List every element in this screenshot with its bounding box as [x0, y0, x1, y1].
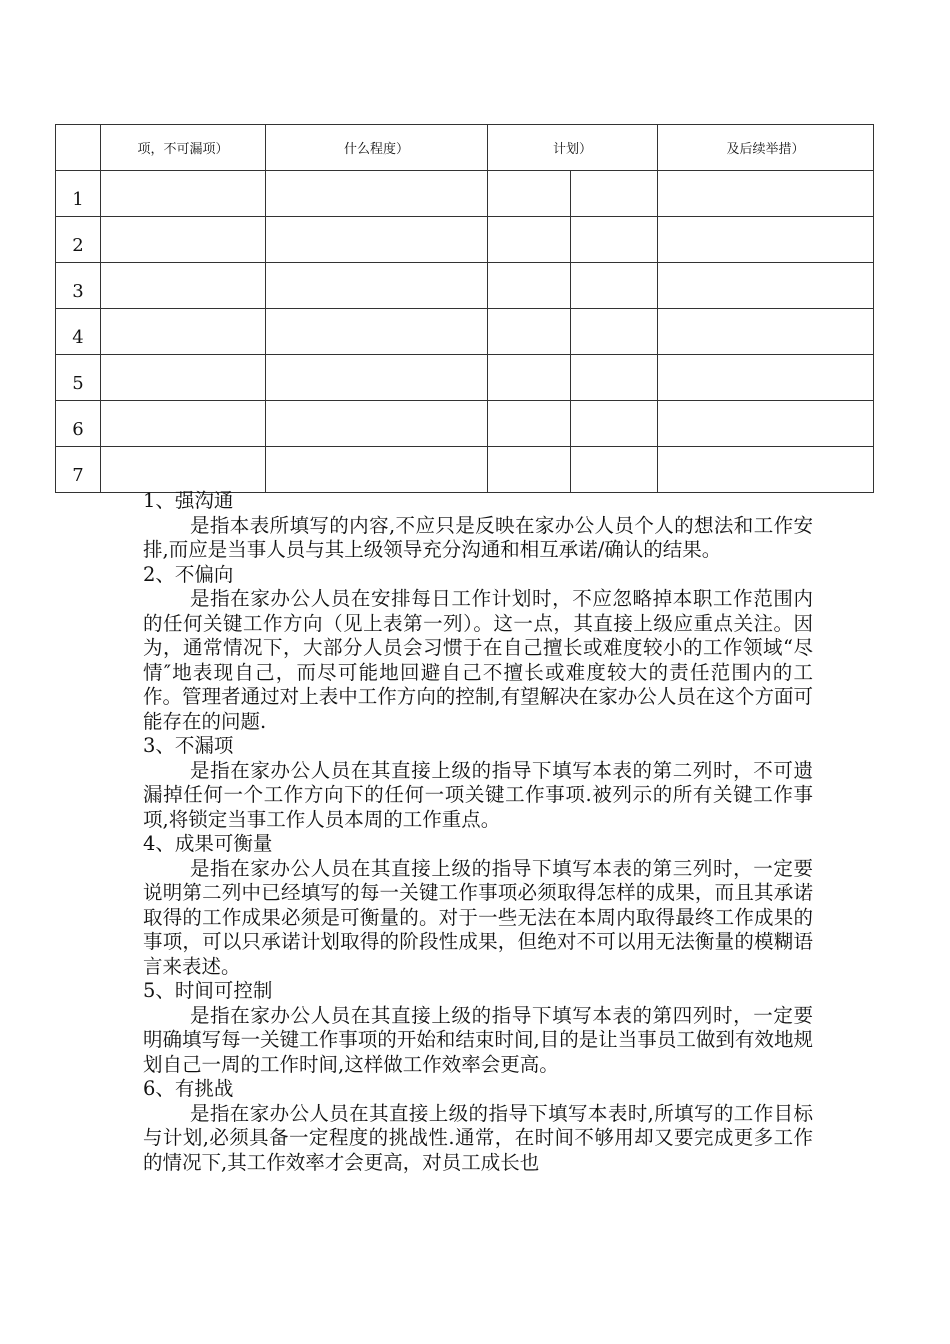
section-body: 是指在家办公人员在其直接上级的指导下填写本表的第四列时，一定要明确填写每一关键工作事项的开始和结束时间,目的是让当事员工做到有效地规划自己一周的工作时间,这样做工作效率会更高。	[143, 1003, 813, 1076]
section-heading: 5、时间可控制	[143, 979, 273, 1002]
work-plan-table	[55, 124, 874, 493]
table-cell[interactable]	[571, 217, 658, 263]
section-heading: 6、有挑战	[143, 1077, 234, 1100]
section-heading: 4、成果可衡量	[143, 832, 273, 855]
table-cell[interactable]	[266, 171, 488, 217]
table-row	[56, 217, 874, 263]
table-row	[56, 447, 874, 493]
table-cell[interactable]	[266, 263, 488, 309]
table-cell[interactable]	[488, 447, 571, 493]
table-cell[interactable]	[488, 355, 571, 401]
table-cell[interactable]	[658, 447, 874, 493]
section-body: 是指在家办公人员在其直接上级的指导下填写本表的第二列时，不可遗漏掉任何一个工作方向下的任何一项关键工作事项.被列示的所有关键工作事项,将锁定当事工作人员本周的工作重点。	[143, 758, 813, 831]
table-cell[interactable]	[101, 171, 266, 217]
section-heading: 3、不漏项	[143, 734, 234, 757]
table-cell[interactable]	[571, 171, 658, 217]
table-cell[interactable]	[658, 401, 874, 447]
table-cell[interactable]	[658, 309, 874, 355]
row-number: 3	[56, 263, 101, 309]
table-cell[interactable]	[658, 217, 874, 263]
table-row	[56, 355, 874, 401]
section-body: 是指在家办公人员在安排每日工作计划时，不应忽略掉本职工作范围内的任何关键工作方向（见上表第一列）。这一点，其直接上级应重点关注。因为，通常情况下，大部分人员会习惯于在自己擅长或难度较小的工作领域“尽情″地表现自己，而尽可能地回避自己不擅长或难度较大的责任范围内的工作。管理者通过对上表中工作方向的控制,有望解决在家办公人员在这个方面可能存在的问题.	[143, 587, 813, 733]
table-row	[56, 263, 874, 309]
table-cell[interactable]	[266, 447, 488, 493]
section-heading: 1、强沟通	[143, 489, 234, 512]
table-cell[interactable]	[658, 355, 874, 401]
row-number: 6	[56, 401, 101, 447]
table-cell[interactable]	[266, 355, 488, 401]
section-body: 是指本表所填写的内容,不应只是反映在家办公人员个人的想法和工作安排,而应是当事人员与其上级领导充分沟通和相互承诺/确认的结果。	[143, 513, 813, 561]
table-cell[interactable]	[101, 447, 266, 493]
header-cell-result-degree: 什么程度）	[266, 125, 488, 171]
table-cell[interactable]	[571, 309, 658, 355]
row-number: 7	[56, 447, 101, 493]
header-cell-plan: 计划）	[488, 125, 658, 171]
row-number: 2	[56, 217, 101, 263]
table-cell[interactable]	[101, 309, 266, 355]
table-header-row	[56, 125, 874, 171]
table-cell[interactable]	[571, 355, 658, 401]
section-heading: 2、不偏向	[143, 562, 234, 586]
table-cell[interactable]	[571, 447, 658, 493]
table-cell[interactable]	[488, 263, 571, 309]
header-cell-number	[56, 125, 101, 171]
table-cell[interactable]	[101, 263, 266, 309]
table-cell[interactable]	[101, 217, 266, 263]
table-cell[interactable]	[571, 263, 658, 309]
section-body: 是指在家办公人员在其直接上级的指导下填写本表的第三列时，一定要说明第二列中已经填写的每一关键工作事项必须取得怎样的成果，而且其承诺取得的工作成果必须是可衡量的。对于一些无法在本周内取得最终工作成果的事项，可以只承诺计划取得的阶段性成果，但绝对不可以用无法衡量的模糊语言来表述。	[143, 856, 813, 978]
table-row	[56, 401, 874, 447]
table-cell[interactable]	[266, 309, 488, 355]
header-cell-follow-up: 及后续举措）	[658, 125, 874, 171]
table-cell[interactable]	[658, 263, 874, 309]
table-cell[interactable]	[488, 401, 571, 447]
table-row	[56, 171, 874, 217]
row-number: 5	[56, 355, 101, 401]
table-cell[interactable]	[658, 171, 874, 217]
header-cell-work-item: 项，不可漏项）	[101, 125, 266, 171]
guideline-notes	[143, 489, 813, 1175]
table-cell[interactable]	[101, 355, 266, 401]
table-cell[interactable]	[571, 401, 658, 447]
table-cell[interactable]	[101, 401, 266, 447]
table-cell[interactable]	[488, 217, 571, 263]
table-cell[interactable]	[488, 171, 571, 217]
table-cell[interactable]	[266, 217, 488, 263]
row-number: 1	[56, 171, 101, 217]
section-body: 是指在家办公人员在其直接上级的指导下填写本表时,所填写的工作目标与计划,必须具备一定程度的挑战性.通常，在时间不够用却又要完成更多工作的情况下,其工作效率才会更高，对员工成长也	[143, 1101, 813, 1174]
row-number: 4	[56, 309, 101, 355]
table-cell[interactable]	[488, 309, 571, 355]
table-row	[56, 309, 874, 355]
table-cell[interactable]	[266, 401, 488, 447]
